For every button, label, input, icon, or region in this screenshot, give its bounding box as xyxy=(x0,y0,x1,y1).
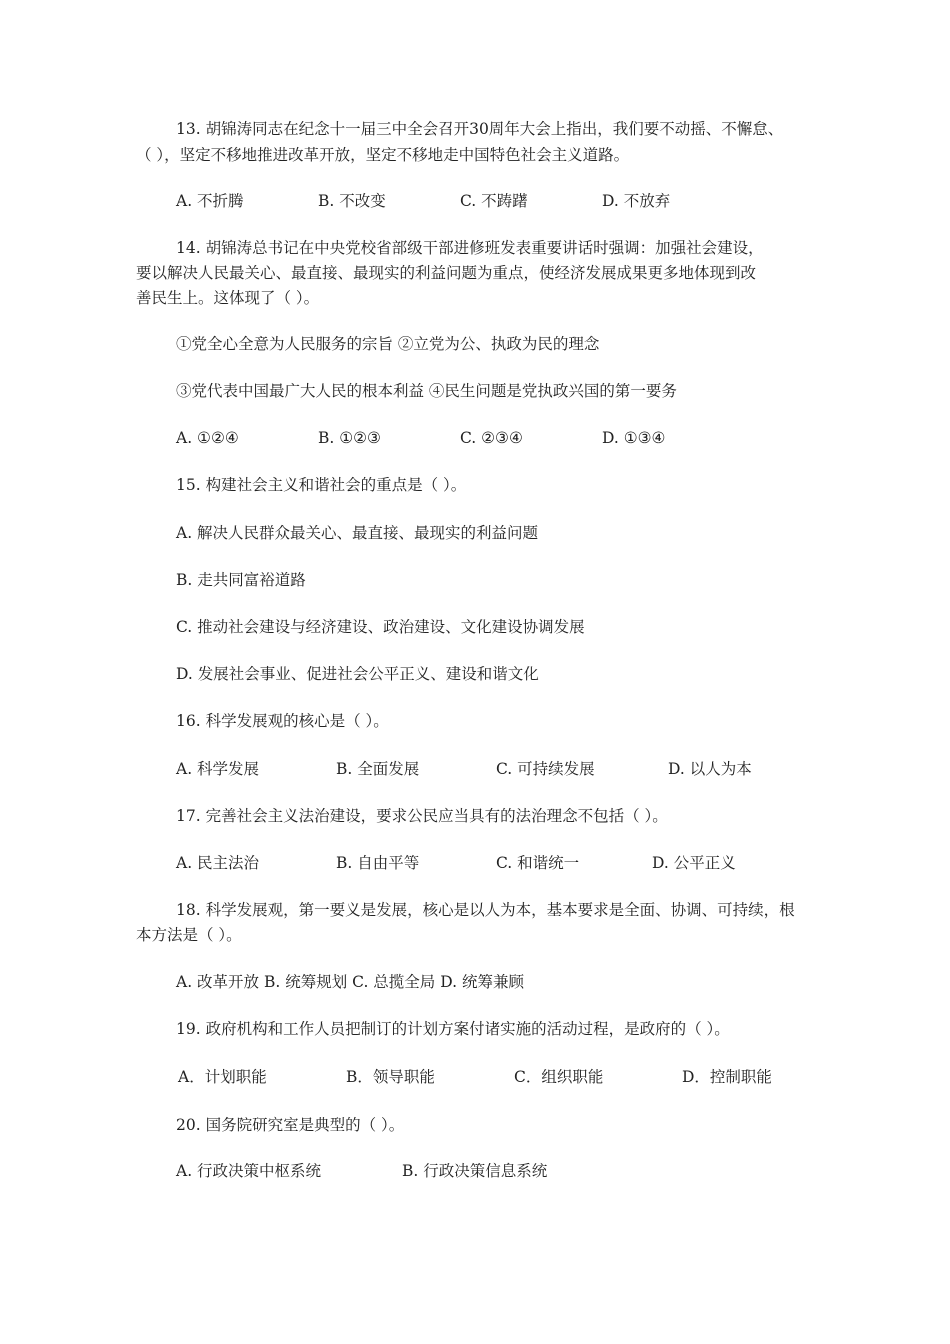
question-13-option-b: B. 不改变 xyxy=(318,192,386,210)
question-18-line-1: 18. 科学发展观，第一要义是发展，核心是以人为本，基本要求是全面、协调、可持续，根 xyxy=(176,901,795,919)
question-14-line-2: 要以解决人民最关心、最直接、最现实的利益问题为重点，使经济发展成果更多地体现到改 xyxy=(136,264,757,282)
question-13-option-c: C. 不踌躇 xyxy=(460,192,528,210)
question-15-line-1: 15. 构建社会主义和谐社会的重点是（ ）。 xyxy=(176,476,467,494)
question-14-option-c: C. ②③④ xyxy=(460,429,523,447)
question-14-line-1: 14. 胡锦涛总书记在中央党校省部级干部进修班发表重要讲话时强调：加强社会建设， xyxy=(176,239,764,257)
question-19-option-d: D．控制职能 xyxy=(682,1068,772,1086)
question-17-option-a: A. 民主法治 xyxy=(176,854,260,872)
question-14-statement-2: ③党代表中国最广大人民的根本利益 ④民生问题是党执政兴国的第一要务 xyxy=(176,382,677,400)
question-15-option-c: C. 推动社会建设与经济建设、政治建设、文化建设协调发展 xyxy=(176,618,585,636)
question-20-option-a: A. 行政决策中枢系统 xyxy=(176,1162,322,1180)
question-14-option-d: D. ①③④ xyxy=(602,429,666,447)
question-17-line-1: 17. 完善社会主义法治建设，要求公民应当具有的法治理念不包括（ ）。 xyxy=(176,807,668,825)
question-14-statement-1: ①党全心全意为人民服务的宗旨 ②立党为公、执政为民的理念 xyxy=(176,335,600,353)
question-16-option-c: C. 可持续发展 xyxy=(496,760,595,778)
question-19-option-c: C．组织职能 xyxy=(514,1068,604,1086)
question-15-option-d: D. 发展社会事业、促进社会公平正义、建设和谐文化 xyxy=(176,665,539,683)
question-16-line-1: 16. 科学发展观的核心是（ ）。 xyxy=(176,712,389,730)
question-20-line-1: 20. 国务院研究室是典型的（ ）。 xyxy=(176,1116,405,1134)
question-19-line-1: 19. 政府机构和工作人员把制订的计划方案付诸实施的活动过程，是政府的（ ）。 xyxy=(176,1020,730,1038)
question-14-option-a: A. ①②④ xyxy=(176,429,239,447)
question-16-option-b: B. 全面发展 xyxy=(336,760,420,778)
question-15-option-b: B. 走共同富裕道路 xyxy=(176,571,306,589)
question-13-line-2: （ ），坚定不移地推进改革开放，坚定不移地走中国特色社会主义道路。 xyxy=(136,146,630,164)
question-15-option-a: A. 解决人民群众最关心、最直接、最现实的利益问题 xyxy=(176,524,539,542)
question-14-line-3: 善民生上。这体现了（ ）。 xyxy=(136,289,320,307)
question-20-option-b: B. 行政决策信息系统 xyxy=(402,1162,548,1180)
question-13-option-a: A. 不折腾 xyxy=(176,192,244,210)
question-18-options: A. 改革开放 B. 统筹规划 C. 总揽全局 D. 统筹兼顾 xyxy=(176,973,524,991)
question-13-option-d: D. 不放弃 xyxy=(602,192,671,210)
question-17-option-c: C. 和谐统一 xyxy=(496,854,580,872)
question-19-option-b: B．领导职能 xyxy=(346,1068,435,1086)
question-13-line-1: 13. 胡锦涛同志在纪念十一届三中全会召开30周年大会上指出，我们要不动摇、不懈怠、 xyxy=(176,120,784,138)
question-16-option-d: D. 以人为本 xyxy=(668,760,752,778)
question-19-option-a: A．计划职能 xyxy=(178,1068,267,1086)
question-16-option-a: A. 科学发展 xyxy=(176,760,260,778)
question-17-option-d: D. 公平正义 xyxy=(652,854,736,872)
question-17-option-b: B. 自由平等 xyxy=(336,854,420,872)
question-14-option-b: B. ①②③ xyxy=(318,429,381,447)
question-18-line-2: 本方法是（ ）。 xyxy=(136,926,242,944)
